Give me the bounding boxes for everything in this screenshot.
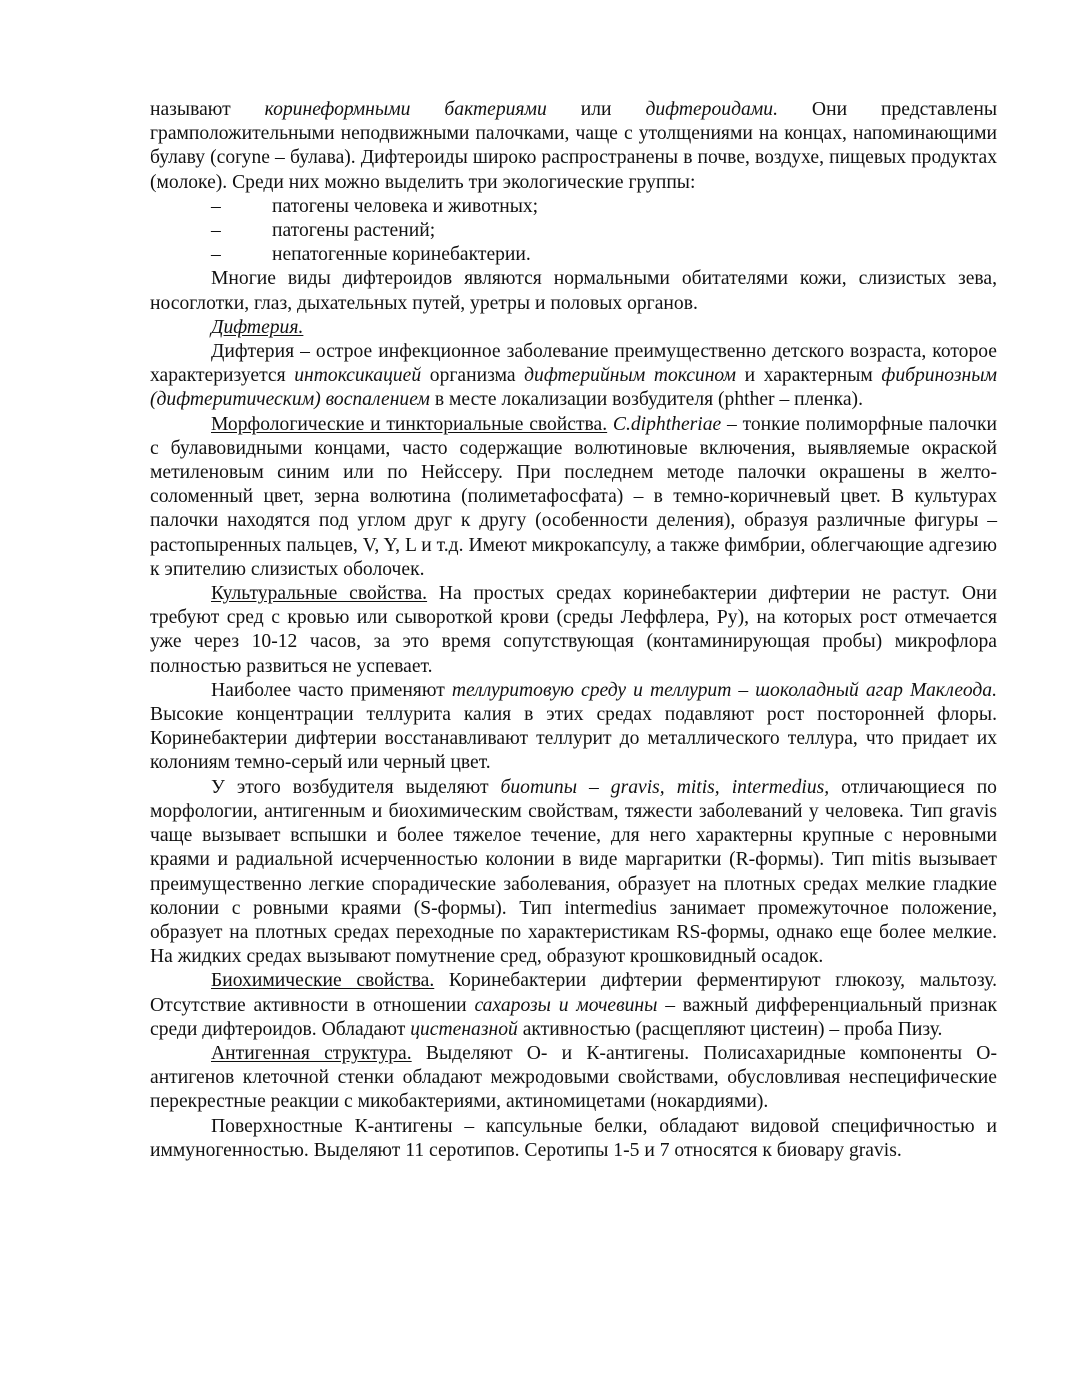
paragraph-morphology	[150, 413, 997, 582]
italic-term: теллуритовую среду и теллурит – шоколадный агар Маклеода.	[451, 679, 997, 701]
list-item-text: непатогенные коринебактерии.	[272, 244, 531, 266]
text-run: и характерным	[735, 365, 882, 387]
italic-term: цистеназной	[410, 1018, 518, 1040]
list-item	[150, 195, 997, 219]
paragraph-intro	[150, 98, 997, 195]
italic-term: интоксикацией	[294, 365, 422, 387]
underlined-subheading: Биохимические свойства.	[211, 970, 435, 992]
italic-term: биотипы – gravis, mitis, intermedius,	[500, 776, 830, 798]
text-run: – тонкие полиморфные палочки с булавовидными концами, часто содержащие волютиновые включения, выявляемые окраской метиленовым синим или по Нейссеру. При последнем методе палочки окрашены в желто-соломенный цвет, зерна волютина (полиметафосфата) – в темно-коричневый цвет. В культурах палочки находятся под углом друг к другу (особенности деления), образуя различные фигуры – растопыренных пальцев, V, Y, L и т.д. Имеют микрокапсулу, а также фимбрии, облегчающие адгезию к эпителию слизистых оболочек.	[150, 413, 997, 580]
italic-term: сахарозы и мочевины	[474, 994, 658, 1016]
text-run: называют	[150, 99, 265, 120]
list-item-text: патогены растений;	[272, 220, 436, 242]
underlined-subheading: Морфологические и тинкториальные свойства.	[211, 413, 608, 435]
paragraph-biotypes	[150, 776, 997, 970]
text-run: На простых средах коринебактерии дифтерии не растут. Они требуют сред с кровью или сывороткой крови (среды Леффлера, Ру), на которых рост отмечается уже через 10-12 часов, за это время сопутствующая (контаминирующая пробы) микрофлора полностью развиться не успевает.	[150, 583, 998, 677]
underlined-subheading: Культуральные свойства.	[211, 583, 428, 605]
italic-term: дифтерийным токсином	[524, 365, 736, 387]
underlined-subheading: Антигенная структура.	[211, 1042, 412, 1064]
text-run: Высокие концентрации теллурита калия в этих средах подавляют рост посторонней флоры. Коринебактерии дифтерии восстанавливают теллурит до металлического теллура, что придает их колониям темно-серый или черный цвет.	[150, 704, 997, 774]
paragraph-cultural	[150, 582, 997, 679]
text-run: организма	[421, 365, 525, 387]
list-item	[150, 243, 997, 267]
text-run: – важный дифференциальный признак среди дифтероидов. Обладают	[150, 994, 998, 1040]
paragraph-diphtheria-definition	[150, 340, 997, 413]
paragraph-tellurite-media	[150, 679, 997, 776]
heading-text: Дифтерия.	[211, 316, 304, 338]
list-item	[150, 219, 997, 243]
ecological-groups-list	[150, 195, 997, 268]
italic-term: дифтероидами.	[645, 99, 778, 120]
list-item-text: патогены человека и животных;	[272, 195, 539, 217]
list-dash: –	[211, 220, 221, 242]
document-page	[150, 98, 997, 1163]
paragraph-biochemical	[150, 969, 997, 1042]
italic-term: коринеформными бактериями	[264, 99, 547, 120]
text-run: или	[546, 99, 646, 120]
paragraph-normal-flora: Многие виды дифтероидов являются нормальными обитателями кожи, слизистых зева, носоглотки, глаз, дыхательных путей, уретры и половых органов.	[150, 268, 997, 314]
text-run: отличающиеся по морфологии, антигенным и биохимическим свойствам, тяжести заболеваний у человека. Тип gravis чаще вызывает вспышки и более тяжелое течение, для него характерны крупные с неровными краями и радиальной исчерченностью колонии в виде маргаритки (R-формы). Тип mitis вызывает преимущественно легкие спорадические заболевания, образует на плотных средах мелкие гладкие колонии с ровными краями (S-формы). Тип intermedius занимает промежуточное положение, образует на плотных средах переходные по характеристикам RS-формы, однако еще более мелкие. На жидких средах вызывают помутнение сред, образуют крошковидный осадок.	[150, 776, 997, 968]
text-run: Наиболее часто применяют	[211, 679, 452, 701]
italic-term: C.diphtheriae	[612, 413, 722, 435]
text-run: У этого возбудителя выделяют	[211, 776, 501, 798]
paragraph-antigenic	[150, 1042, 997, 1115]
section-heading	[150, 316, 997, 340]
text-run: в месте локализации возбудителя (phther – пленка).	[429, 389, 863, 411]
text-run: активностью (расщепляют цистеин) – проба Пизу.	[517, 1018, 943, 1040]
list-dash: –	[211, 244, 221, 266]
paragraph-k-antigens: Поверхностные К-антигены – капсульные белки, обладают видовой специфичностью и иммуногенностью. Выделяют 11 серотипов. Серотипы 1-5 и 7 относятся к биовару gravis.	[150, 1115, 997, 1161]
text-run: Коринебактерии дифтерии ферментируют глюкозу, мальтозу. Отсутствие активности в отношении	[150, 970, 997, 1016]
italic-term: фибринозным (дифтеритическим) воспалением	[150, 365, 997, 411]
text-run: Они представлены грамположительными неподвижными палочками, чаще с утолщениями на концах, напоминающими булаву (coryne – булава). Дифтероиды широко распространены в почве, воздухе, пищевых продуктах (молоке). Среди них можно выделить три экологические группы:	[150, 99, 997, 193]
list-dash: –	[211, 195, 221, 217]
text-run: Дифтерия – острое инфекционное заболевание преимущественно детского возраста, которое характеризуется	[150, 341, 997, 387]
text-run: Выделяют О- и К-антигены. Полисахаридные компоненты О-антигенов клеточной стенки обладают межродовыми свойствами, обусловливая неспецифические перекрестные реакции с микобактериями, актиномицетами (нокардиями).	[150, 1042, 997, 1113]
